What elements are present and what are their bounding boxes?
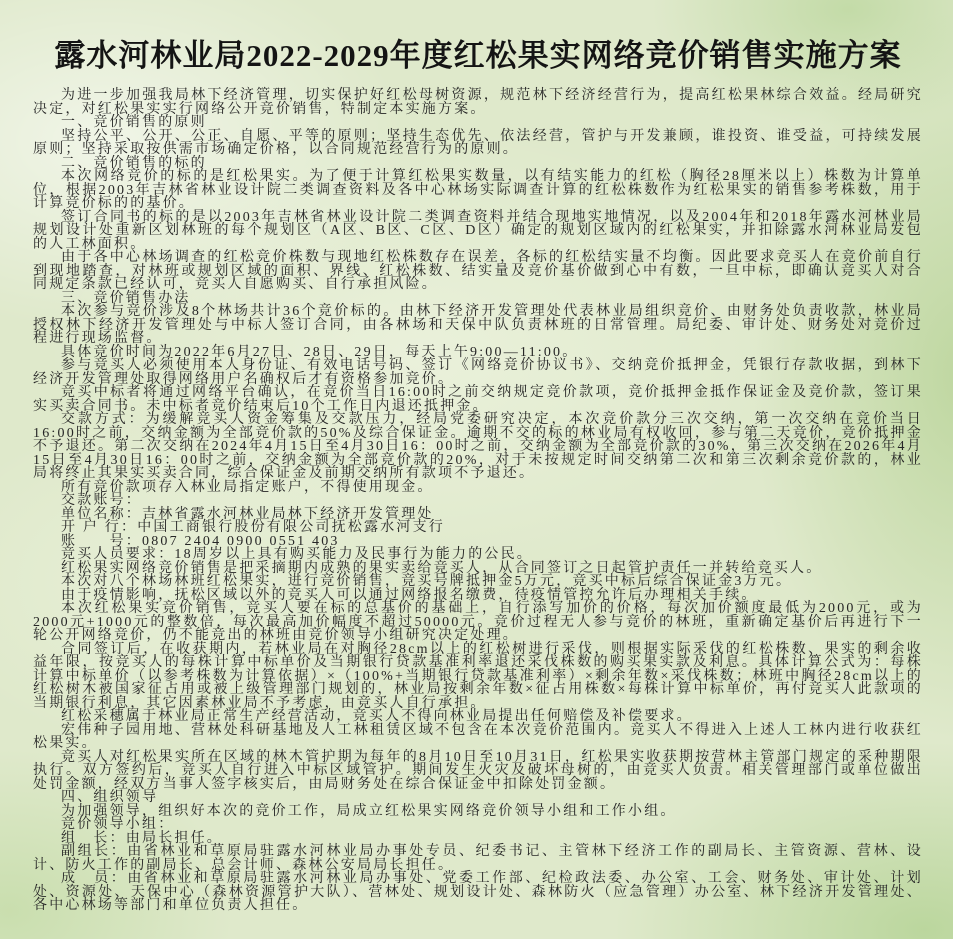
document-paragraph: 交款账号： xyxy=(61,493,142,508)
document-paragraph: 合同签订后，在收获期内，若林业局在对胸径28cm以上的红松树进行采伐，则根据实际采伐的红松株数、果实的剩余收益年限，按竞买人的每株计算中标单价及当期银行贷款基准利率退还采伐株数的购买果实款及利息。具体计算公式为：每株计算中标单价（以参考株数为计算依据）×（100%+当期银行贷款基准利率）×剩余年数×采伐株数；林班中胸径28cm以上的红松树木被国家征占用或被上级管理部门规划的，林业局按剩余年数×征占用株数×每株计算中标单价，再付竞买人此款项的当期银行利息，其它因素林业局不予考虑，由竞买人自行承担。 xyxy=(33,641,923,711)
document-content xyxy=(33,89,923,913)
document-paragraph: 红松采穗属于林业局正常生产经营活动，竞买人不得向林业局提出任何赔偿及补偿要求。 xyxy=(61,709,693,724)
document-paragraph: 竞买中标者将通过网络平台确认，在竞价当日16:00时之前交纳规定竞价款项，竞价抵押金抵作保证金及竞价款，签订果实买卖合同书。未中标者竞价结束后10个工作日内退还抵押金。 xyxy=(33,385,923,414)
document-paragraph: 交款方式：为缓解竞买人资金筹集及交款压力，经局党委研究决定，本次竞价款分三次交纳，第一次交纳在竞价当日16:00时之前，交纳金额为全部竞价款的50%及综合保证金。逾期不交的标的林业局有权收回，参与第二天竞价，竞价抵押金不予退还。第二次交纳在2024年4月15日至4月30日16：00时之前，交纳金额为全部竞价款的30%，第三次交纳在2026年4月15日至4月30日16：00时之前，交纳金额为全部竞价款的20%，对于未按规定时间交纳第二次和第三次剩余竞价款的，林业局将终止其果实买卖合同，综合保证金及前期交纳所有款项不予退还。 xyxy=(33,412,923,481)
document-paragraph: 本次网络竞价的标的是红松果实。为了便于计算红松果实数量，以有结实能力的红松（胸径28厘米以上）株数为计算单位，根据2003年吉林省林业设计院二类调查资料及各中心林场实际调查计算的红松株数作为红松果实的销售参考株数，用于计算竞价标的的基价。 xyxy=(33,169,923,211)
document-paragraph: 本次参与竞价涉及8个林场共计36个竞价标的。由林下经济开发管理处代表林业局组织竞价、由财务处负责收款，林业局授权林下经济开发管理处与中标人签订合同，由各林场和天保中队负责林班的日常管理。局纪委、审计处、财务处对竞价过程进行现场监督。 xyxy=(33,304,923,346)
document-paragraph: 本次对八个林场林班红松果实，进行竞价销售，竞买号牌抵押金5万元，竞买中标后综合保证金3万元。 xyxy=(61,574,793,589)
document-paragraph: 成 员：由省林业和草原局驻露水河林业局办事处、党委工作部、纪检政法委、办公室、工会、财务处、审计处、计划处、资源处、天保中心（森林资源管护大队）、营林处、规划设计处、森林防火（应急管理）办公室、林下经济开发管理处、各中心林场等部门和单位负责人担任。 xyxy=(33,871,923,913)
document-paragraph: 具体竞价时间为2022年6月27日、28日、29日，每天上午9:00—11:00。 xyxy=(61,344,579,360)
document-paragraph: 组 长：由局长担任。 xyxy=(61,830,223,846)
document-paragraph: 由于各中心林场调查的红松竞价株数与现地红松株数存在误差，各标的红松结实量不均衡。因此要求竞买人在竞价前自行到现地踏查，对林班或规划区域的面积、界线、红松株数、结实量及竞价基价做到心中有数，一旦中标，即确认竞买人对合同规定条款已经认可，竞买人自愿购买、自行承担风险。 xyxy=(33,250,923,292)
document-paragraph: 竞买人员要求：18周岁以上具有购买能力及民事行为能力的公民。 xyxy=(61,547,533,562)
document-paragraph: 由于疫情影响，抚松区域以外的竞买人可以通过网络报名缴费，待疫情管控允许后办理相关手续。 xyxy=(61,587,758,603)
document-paragraph: 宏伟种子园用地、营林处科研基地及人工林租赁区域不包含在本次竞价范围内。竞买人不得进入上述人工林内进行收获红松果实。 xyxy=(33,722,923,751)
document-paragraph: 参与竞买人必须使用本人身份证、有效电话号码、签订《网络竞价协议书》、交纳竞价抵押金，凭银行存款收据，到林下经济开发管理处取得网络用户名确权后才有资格参加竞价。 xyxy=(33,358,923,387)
document-title: 露水河林业局2022-2029年度红松果实网络竞价销售实施方案 xyxy=(54,38,902,73)
document-paragraph: 账 号：0807 2404 0900 0551 403 xyxy=(61,533,340,549)
document-paragraph: 所有竞价款项存入林业局指定账户，不得使用现金。 xyxy=(61,479,434,495)
section-heading: 三、竞价销售办法 xyxy=(61,290,191,306)
document-paragraph: 单位名称：吉林省露水河林业局林下经济开发管理处 xyxy=(61,506,434,522)
document-paragraph: 竞价领导小组： xyxy=(61,817,175,832)
document-paragraph: 签订合同书的标的是以2003年吉林省林业设计院二类调查资料并结合现地实地情况，以及2004年和2018年露水河林业局规划设计处重新区划林班的每个规划区（A区、B区、C区、D区）确定的规划区域内的红松果实，并扣除露水河林业局发包的人工林面积。 xyxy=(33,209,923,252)
section-heading: 四、组织领导 xyxy=(61,790,159,805)
document-paragraph: 副组长：由省林业和草原局驻露水河林业局办事处专员、纪委书记、主管林下经济工作的副局长、主管资源、营林、设计、防火工作的副局长、总会计师、森林公安局局长担任。 xyxy=(33,844,923,873)
section-heading: 二、竞价销售的标的 xyxy=(61,155,207,171)
document-paragraph: 坚持公平、公开、公正、自愿、平等的原则；坚持生态优先、依法经营，管护与开发兼顾，谁投资、谁受益，可持续发展原则；坚持采取按供需市场确定价格，以合同规范经营行为的原则。 xyxy=(33,128,923,157)
document-paragraph: 竞买人对红松果实所在区域的林木管护期为每年的8月10日至10月31日，红松果实收获期按营林主管部门规定的采种期限执行。双方签约后，竞买人自行进入中标区域管护。期间发生火灾及破坏母树的，由竞买人负责。相关管理部门或单位做出处罚金额，经双方当事人签字核实后，由局财务处在综合保证金中扣除处罚金额。 xyxy=(33,749,923,792)
document-paragraph: 为进一步加强我局林下经济管理，切实保护好红松母树资源，规范林下经济经营行为，提高红松果林综合效益。经局研究决定，对红松果实实行网络公开竞价销售，特制定本实施方案。 xyxy=(33,88,923,117)
document-paragraph: 本次红松果实竞价销售，竞买人要在标的总基价的基础上，自行添写加价的价格，每次加价额度最低为2000元，或为2000元+1000元的整数倍，每次最高加价幅度不超过50000元。竞价过程无人参与竞价的林班，重新确定基价后再进行下一轮公开网络竞价，仍不能竞出的林班由竞价领导小组研究决定处理。 xyxy=(33,601,923,643)
document-paragraph: 为加强领导，组织好本次的竞价工作，局成立红松果实网络竞价领导小组和工作小组。 xyxy=(61,803,677,819)
section-heading: 一、竞价销售的原则 xyxy=(61,115,207,130)
document-paragraph: 红松果实网络竞价销售是把采摘期内成熟的果实卖给竞买人，从合同签订之日起管护责任一并转给竞买人。 xyxy=(61,560,823,576)
document-paragraph: 开 户 行：中国工商银行股份有限公司抚松露水河支行 xyxy=(61,520,445,535)
